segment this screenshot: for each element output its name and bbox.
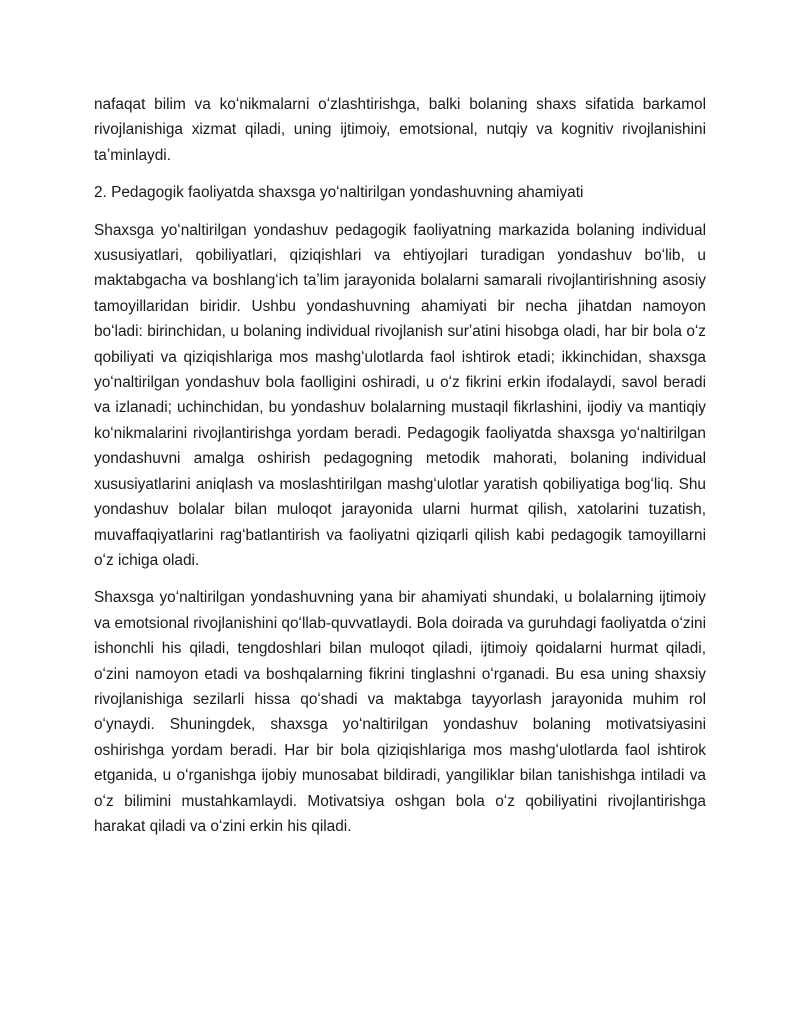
document-page	[94, 92, 706, 851]
paragraph-body: Shaxsga yoʻnaltirilgan yondashuvning yana bir ahamiyati shundaki, u bolalarning ijtimoiy va emotsional rivojlanishini qoʻllab-quvvatlaydi. Bola doirada va guruhdagi faoliyatda oʻzini ishonchli his qiladi, tengdoshlari bilan muloqot qiladi, ijtimoiy qoidalarni hurmat qiladi, oʻzini namoyon etadi va boshqalarning fikrini tinglashni oʻrganadi. Bu esa uning shaxsiy rivojlanishiga sezilarli hissa qoʻshadi va maktabga tayyorlash jarayonida muhim rol oʻynaydi. Shuningdek, shaxsga yoʻnaltirilgan yondashuv bolaning motivatsiyasini oshirishga yordam beradi. Har bir bola qiziqishlariga mos mashgʻulotlarda faol ishtirok etganida, u oʻrganishga ijobiy munosabat bildiradi, yangiliklar bilan tanishishga intiladi va oʻz bilimini mustahkamlaydi. Motivatsiya oshgan bola oʻz qobiliyatini rivojlantirishga harakat qiladi va oʻzini erkin his qiladi.	[94, 589, 706, 835]
paragraph-body: Shaxsga yoʻnaltirilgan yondashuv pedagogik faoliyatning markazida bolaning individual xususiyatlari, qobiliyatlari, qiziqishlari va ehtiyojlari turadigan yondashuv boʻlib, u maktabgacha va boshlangʻich taʼlim jarayonida bolalarni samarali rivojlantirishning asosiy tamoyillaridan biridir. Ushbu yondashuvning ahamiyati bir necha jihatdan namoyon boʻladi: birinchidan, u bolaning individual rivojlanish surʼatini hisobga oladi, har bir bola oʻz qobiliyati va qiziqishlariga mos mashgʻulotlarda faol ishtirok etadi; ikkinchidan, shaxsga yoʻnaltirilgan yondashuv bola faolligini oshiradi, u oʻz fikrini erkin ifodalaydi, savol beradi va izlanadi; uchinchidan, bu yondashuv bolalarning mustaqil fikrlashini, ijodiy va mantiqiy koʻnikmalarini rivojlantirishga yordam beradi. Pedagogik faoliyatda shaxsga yoʻnaltirilgan yondashuvni amalga oshirish pedagogning metodik mahorati, bolaning individual xususiyatlarini aniqlash va moslashtirilgan mashgʻulotlar yaratish qobiliyatiga bogʻliq. Shu yondashuv bolalar bilan muloqot jarayonida ularni hurmat qilish, xatolarini tuzatish, muvaffaqiyatlarini ragʻbatlantirish va faoliyatni qiziqarli qilish kabi pedagogik tamoyillarni oʻz ichiga oladi.	[94, 221, 706, 569]
section-heading: 2. Pedagogik faoliyatda shaxsga yoʻnaltirilgan yondashuvning ahamiyati	[94, 184, 584, 202]
paragraph-continuation: nafaqat bilim va koʻnikmalarni oʻzlashtirishga, balki bolaning shaxs sifatida barkamol rivojlanishiga xizmat qiladi, uning ijtimoiy, emotsional, nutqiy va kognitiv rivojlanishini taʼminlaydi.	[94, 96, 706, 164]
